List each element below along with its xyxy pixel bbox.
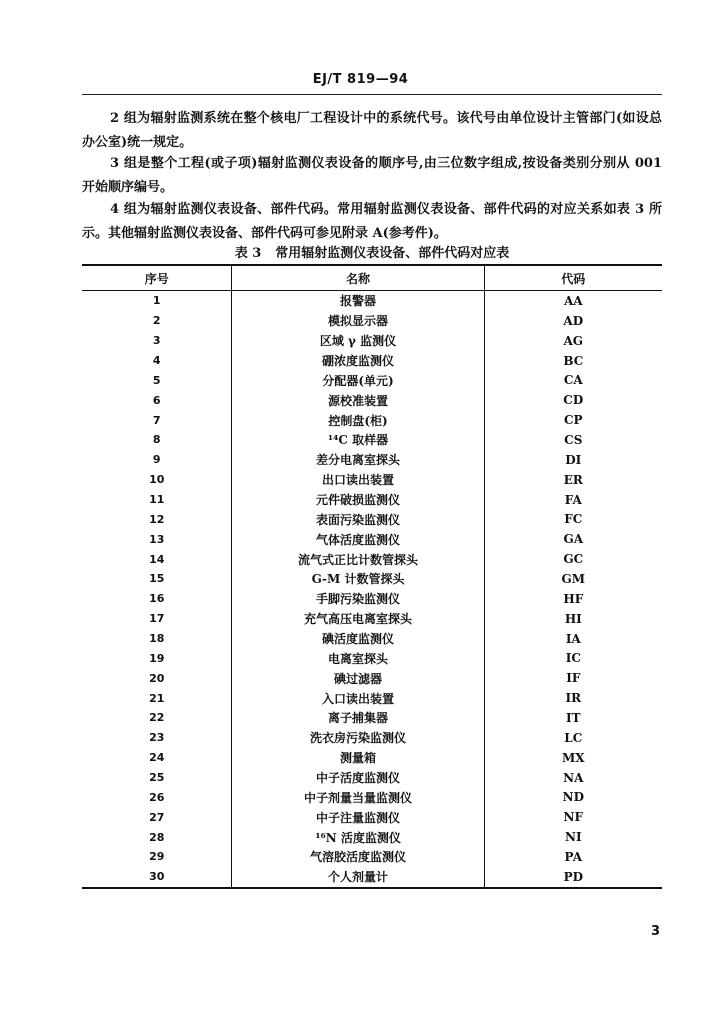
table-caption: [82, 242, 662, 261]
row-index-cell: 24: [82, 748, 232, 768]
row-code-cell: CS: [564, 432, 583, 447]
table-row: [82, 668, 662, 688]
paragraph-group-2: 2 组为辐射监测系统在整个核电厂工程设计中的系统代号。该代号由单位设计主管部门(如设总办公室)统一规定。: [82, 111, 662, 150]
row-index-cell: 12: [82, 509, 232, 529]
row-name-cell: 硼浓度监测仪: [232, 351, 484, 371]
row-index-cell: 26: [82, 787, 232, 807]
row-code-cell: IT: [566, 710, 581, 725]
table-row: [82, 390, 662, 410]
row-index-cell: 6: [82, 390, 232, 410]
table-row: [82, 569, 662, 589]
paragraph-group-4: 4 组为辐射监测仪表设备、部件代码。常用辐射监测仪表设备、部件代码的对应关系如表 3 所示。其他辐射监测仪表设备、部件代码可参见附录 A(参考件)。: [82, 202, 662, 241]
row-code-cell: CD: [563, 393, 584, 408]
row-code-cell: AD: [563, 313, 584, 328]
table-row: [82, 351, 662, 371]
row-index-cell: 22: [82, 708, 232, 728]
row-name-cell: 个人剂量计: [232, 867, 484, 888]
row-code-cell: PD: [484, 867, 662, 888]
code-table: [82, 264, 662, 889]
row-code-cell: IR: [565, 691, 582, 706]
row-code-cell: GC: [563, 552, 584, 567]
row-name-cell: 洗衣房污染监测仪: [232, 728, 484, 748]
row-code-cell: IF: [566, 671, 581, 686]
row-code-cell: GM: [561, 571, 586, 586]
row-name-cell: 气体活度监测仪: [232, 529, 484, 549]
row-code-cell: ER: [563, 472, 583, 487]
table-row: [82, 629, 662, 649]
table-row: [82, 768, 662, 788]
row-code-cell: BC: [563, 353, 584, 368]
table-row: [82, 589, 662, 609]
row-index-cell: 7: [82, 410, 232, 430]
table-row: [82, 807, 662, 827]
row-name-cell: 碘过滤器: [232, 668, 484, 688]
row-index-cell: 10: [82, 470, 232, 490]
row-index-cell: 5: [82, 370, 232, 390]
row-code-cell: PA: [564, 849, 583, 864]
row-code-cell: FA: [564, 492, 582, 507]
row-name-cell: 分配器(单元): [232, 370, 484, 390]
row-name-cell: ¹⁶N 活度监测仪: [232, 827, 484, 847]
row-name-cell: 中子活度监测仪: [232, 768, 484, 788]
row-name-cell: 充气高压电离室探头: [232, 609, 484, 629]
table-row: [82, 370, 662, 390]
row-code-cell: LC: [564, 730, 583, 745]
table-row: [82, 410, 662, 430]
table-row: [82, 728, 662, 748]
row-name-cell: 入口读出装置: [232, 688, 484, 708]
row-name-cell: 流气式正比计数管探头: [232, 549, 484, 569]
row-index-cell: 23: [82, 728, 232, 748]
row-code-cell: AG: [563, 333, 584, 348]
page-number: 3: [650, 924, 660, 939]
row-index-cell: 19: [82, 648, 232, 668]
row-index-cell: 27: [82, 807, 232, 827]
table-caption-number: 表 3: [234, 246, 262, 261]
table-row: [82, 331, 662, 351]
table-caption-title: 常用辐射监测仪表设备、部件代码对应表: [275, 246, 510, 261]
table-row: [82, 787, 662, 807]
row-name-cell: 电离室探头: [232, 648, 484, 668]
row-name-cell: 碘活度监测仪: [232, 629, 484, 649]
document-code-header: EJ/T 819—94: [312, 72, 409, 87]
column-header-code: 代码: [484, 265, 662, 291]
row-index-cell: 1: [82, 291, 232, 311]
row-index-cell: 29: [82, 847, 232, 867]
table-row: [82, 490, 662, 510]
table-row: [82, 847, 662, 867]
row-index-cell: 13: [82, 529, 232, 549]
row-index-cell: 9: [82, 450, 232, 470]
row-code-cell: AA: [563, 293, 583, 308]
table-row: [82, 291, 662, 311]
row-name-cell: 差分电离室探头: [232, 450, 484, 470]
table-row: [82, 827, 662, 847]
row-code-cell: ND: [562, 790, 584, 805]
table-row: [82, 311, 662, 331]
row-code-cell: IA: [565, 631, 581, 646]
row-code-cell: HF: [563, 591, 584, 606]
row-code-cell: CA: [563, 373, 583, 388]
table-row: [82, 529, 662, 549]
table-row: [82, 470, 662, 490]
row-code-cell: NF: [563, 810, 584, 825]
table-row: [82, 430, 662, 450]
row-index-cell: 17: [82, 609, 232, 629]
table-row: [82, 509, 662, 529]
row-name-cell: 中子注量监测仪: [232, 807, 484, 827]
row-name-cell: 表面污染监测仪: [232, 509, 484, 529]
row-code-cell: HI: [564, 611, 582, 626]
row-name-cell: 离子捕集器: [232, 708, 484, 728]
row-index-cell: 28: [82, 827, 232, 847]
row-name-cell: 手脚污染监测仪: [232, 589, 484, 609]
table-row: [82, 688, 662, 708]
row-index-cell: 30: [82, 867, 232, 888]
header-divider: [82, 94, 662, 95]
table-row: [82, 648, 662, 668]
row-index-cell: 3: [82, 331, 232, 351]
row-name-cell: 测量箱: [232, 748, 484, 768]
row-index-cell: 2: [82, 311, 232, 331]
row-code-cell: GA: [563, 532, 584, 547]
table-row: [82, 748, 662, 768]
row-name-cell: 控制盘(柜): [232, 410, 484, 430]
table-row: [82, 549, 662, 569]
row-index-cell: 25: [82, 768, 232, 788]
row-index-cell: 16: [82, 589, 232, 609]
row-code-cell: CP: [564, 413, 583, 428]
row-name-cell: 区域 γ 监测仪: [232, 331, 484, 351]
row-index-cell: 18: [82, 629, 232, 649]
row-code-cell: NA: [563, 770, 584, 785]
row-name-cell: 气溶胶活度监测仪: [232, 847, 484, 867]
table-row: [82, 708, 662, 728]
paragraph-group-3: 3 组是整个工程(或子项)辐射监测仪表设备的顺序号,由三位数字组成,按设备类别分别从 001 开始顺序编号。: [82, 156, 662, 195]
row-code-cell: FC: [564, 512, 583, 527]
row-index-cell: 14: [82, 549, 232, 569]
row-name-cell: G-M 计数管探头: [232, 569, 484, 589]
row-name-cell: 出口读出装置: [232, 470, 484, 490]
row-index-cell: 11: [82, 490, 232, 510]
row-index-cell: 4: [82, 351, 232, 371]
row-index-cell: 15: [82, 569, 232, 589]
row-code-cell: IC: [565, 651, 581, 666]
table-header-row: [82, 265, 662, 291]
row-index-cell: 8: [82, 430, 232, 450]
table-body: [82, 291, 662, 888]
column-header-index: 序号: [82, 265, 232, 291]
row-name-cell: 源校准装置: [232, 390, 484, 410]
row-name-cell: 模拟显示器: [232, 311, 484, 331]
table-row: [82, 450, 662, 470]
row-name-cell: 中子剂量当量监测仪: [232, 787, 484, 807]
row-code-cell: NI: [564, 830, 582, 845]
row-code-cell: MX: [561, 750, 585, 765]
column-header-name: 名称: [232, 265, 484, 291]
row-name-cell: 报警器: [232, 291, 484, 311]
row-index-cell: 21: [82, 688, 232, 708]
row-code-cell: DI: [565, 452, 582, 467]
row-name-cell: ¹⁴C 取样器: [232, 430, 484, 450]
row-index-cell: 20: [82, 668, 232, 688]
row-name-cell: 元件破损监测仪: [232, 490, 484, 510]
table-row: [82, 867, 662, 888]
table-row: [82, 609, 662, 629]
